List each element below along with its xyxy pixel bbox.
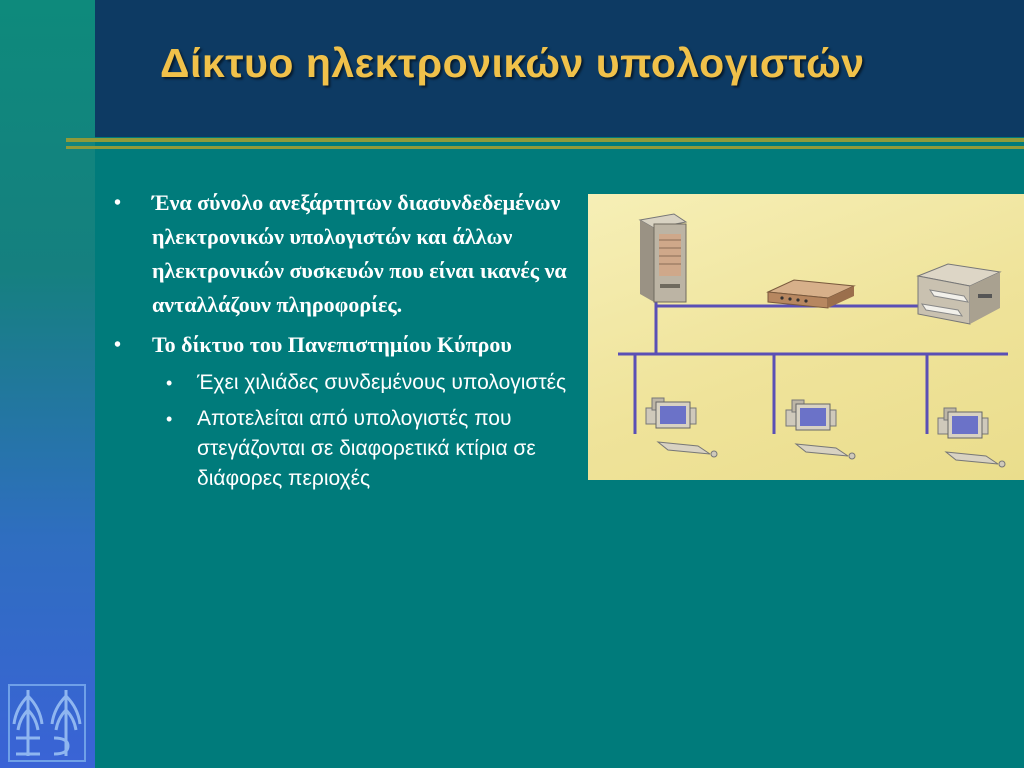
server-tower-icon xyxy=(640,214,686,302)
desktop-computer-icon xyxy=(646,398,717,457)
left-decorative-band xyxy=(0,0,95,768)
sub-bullet-marker: • xyxy=(166,373,173,393)
sub-bullet-text: Έχει χιλιάδες συνδεμένους υπολογιστές xyxy=(197,371,567,394)
slide-title: Δίκτυο ηλεκτρονικών υπολογιστών xyxy=(160,40,865,86)
sub-bullet-item xyxy=(110,368,587,398)
bullet-list xyxy=(110,186,590,500)
bullet-marker: • xyxy=(114,192,122,214)
printer-icon xyxy=(918,264,1000,324)
sub-bullet-text: Αποτελείται από υπολογιστές που στεγάζονται σε διαφορετικά κτίρια σε διάφορες περιοχές xyxy=(197,407,536,490)
network-hub-icon xyxy=(768,280,854,308)
bullet-marker: • xyxy=(114,334,122,356)
sub-bullet-item xyxy=(110,404,587,494)
sub-bullet-marker: • xyxy=(166,409,173,429)
bullet-item xyxy=(110,186,590,322)
bullet-text: Ένα σύνολο ανεξάρτητων διασυνδεδεμένων ηλεκτρονικών υπολογιστών και άλλων ηλεκτρονικών συσκευών που είναι ικανές να ανταλλάζουν πληροφορίες. xyxy=(152,190,567,317)
network-diagram xyxy=(588,194,1024,480)
desktop-computer-icon xyxy=(786,400,855,459)
bullet-text: Το δίκτυο του Πανεπιστημίου Κύπρου xyxy=(152,332,512,357)
title-divider-bottom xyxy=(66,146,1024,149)
desktop-computer-icon xyxy=(938,408,1005,467)
bullet-item xyxy=(110,328,590,362)
university-logo xyxy=(8,684,86,762)
title-divider-top xyxy=(66,138,1024,142)
